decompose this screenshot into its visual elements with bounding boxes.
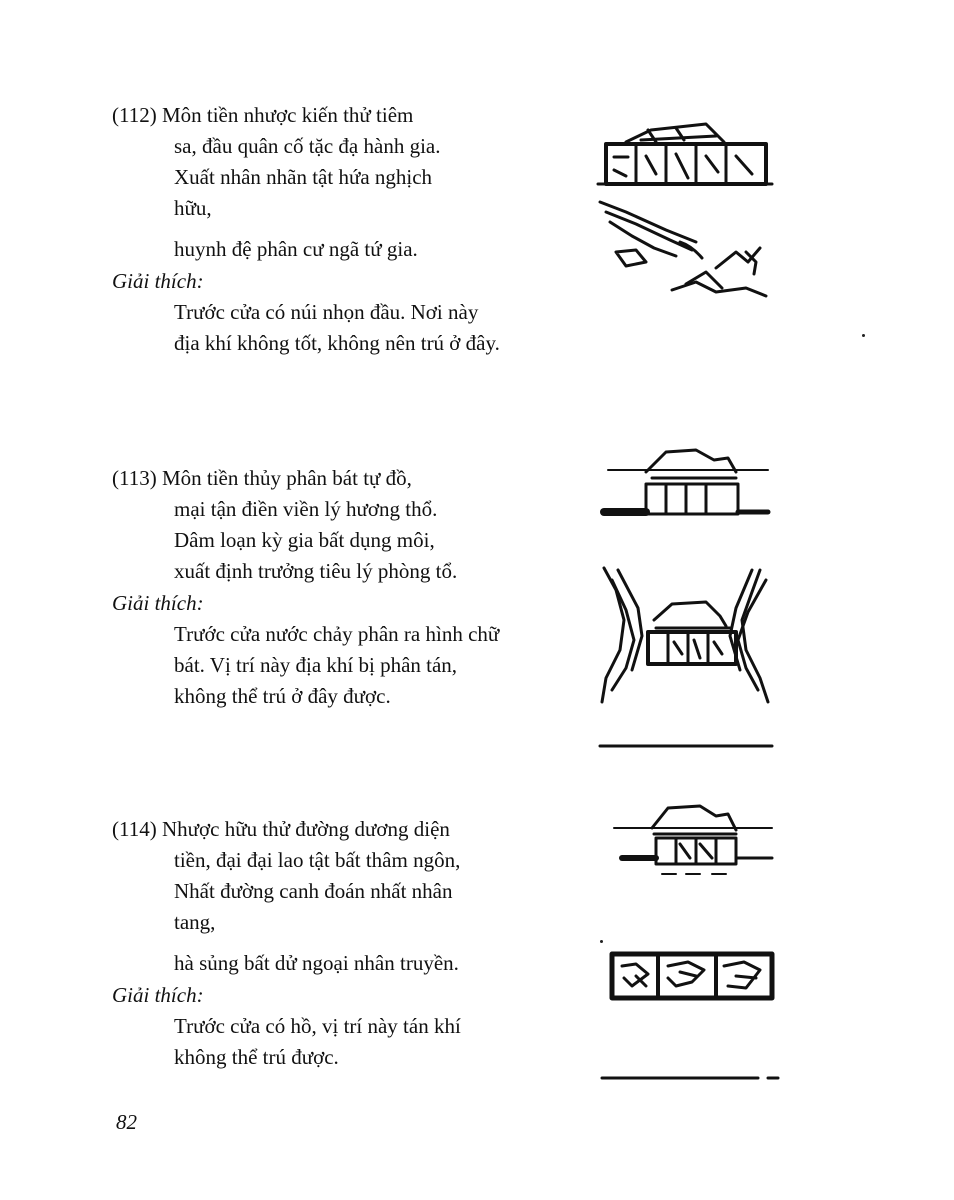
verse-line: tang, (174, 910, 216, 934)
house-with-pond-icon (596, 794, 786, 1094)
house-with-diverging-water-icon (596, 440, 776, 760)
explanation-label: Giải thích: (112, 591, 204, 615)
verse-line: xuất định trưởng tiêu lý phòng tổ. (174, 559, 458, 583)
entry-114 (112, 814, 592, 1073)
entry-number: (114) (112, 817, 157, 841)
verse-line: mại tận điền viền lý hương thổ. (174, 497, 438, 521)
verse-line: (112) Môn tiền nhược kiến thử tiêm (112, 103, 414, 127)
explanation-line: không thể trú được. (174, 1045, 339, 1069)
explanation-line: Trước cửa có núi nhọn đầu. Nơi này (174, 300, 479, 324)
verse-line: huynh đệ phân cư ngã tứ gia. (174, 237, 418, 261)
verse-line: hữu, (174, 196, 212, 220)
scan-speck (600, 940, 603, 943)
explanation-line: không thể trú ở đây được. (174, 684, 391, 708)
verse-line: Nhất đường canh đoán nhất nhân (174, 879, 453, 903)
scan-speck (862, 334, 865, 337)
explanation-line: địa khí không tốt, không nên trú ở đây. (174, 331, 500, 355)
entry-number: (112) (112, 103, 157, 127)
explanation-line: Trước cửa nước chảy phân ra hình chữ (174, 622, 500, 646)
page-number: 82 (116, 1110, 137, 1134)
verse-line: Xuất nhân nhãn tật hứa nghịch (174, 165, 433, 189)
explanation-line: bát. Vị trí này địa khí bị phân tán, (174, 653, 458, 677)
explanation-line: Trước cửa có hồ, vị trí này tán khí (174, 1014, 461, 1038)
explanation-label: Giải thích: (112, 269, 204, 293)
verse-line: (114) Nhược hữu thử đường dương diện (112, 817, 450, 841)
verse-line: sa, đầu quân cố tặc đạ hành gia. (174, 134, 441, 158)
verse-line: hà sủng bất dử ngoại nhân truyền. (174, 951, 459, 975)
entry-113 (112, 463, 592, 712)
verse-line: (113) Môn tiền thủy phân bát tự đồ, (112, 466, 412, 490)
house-with-pointed-hills-icon (596, 112, 776, 312)
explanation-label: Giải thích: (112, 983, 204, 1007)
verse-line: Dâm loạn kỳ gia bất dụng môi, (174, 528, 435, 552)
entry-112 (112, 100, 592, 359)
entry-number: (113) (112, 466, 157, 490)
verse-line: tiền, đại đại lao tật bất thâm ngôn, (174, 848, 461, 872)
